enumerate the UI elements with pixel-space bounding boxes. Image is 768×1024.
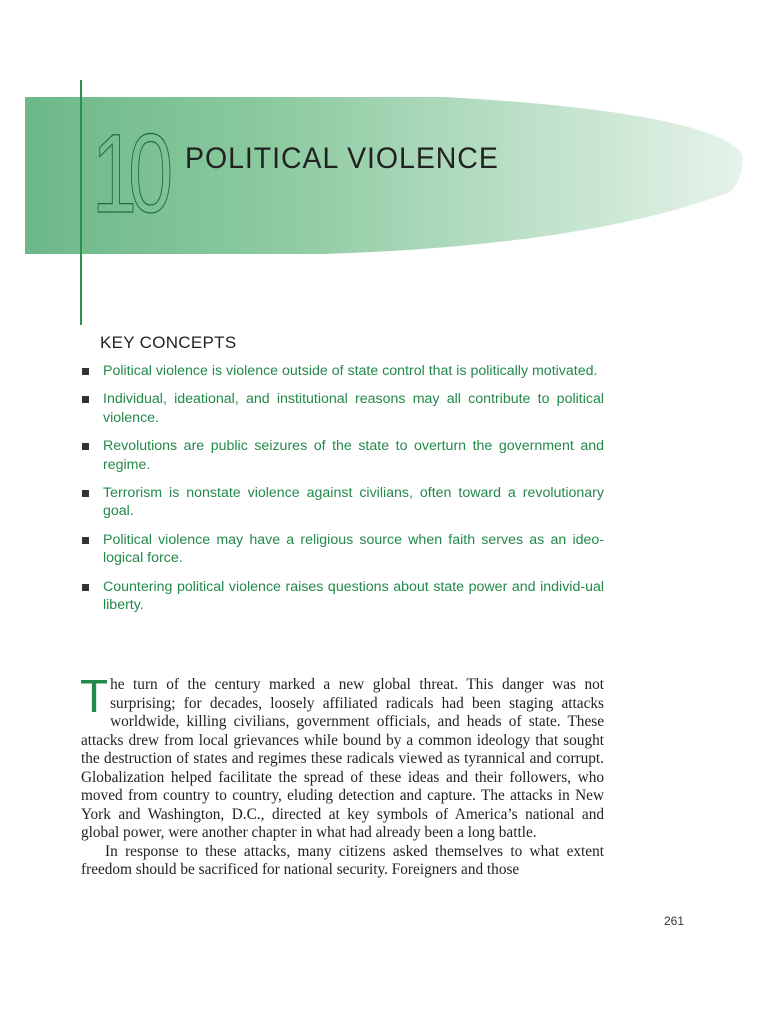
key-concept-item [82, 362, 604, 380]
body-text [80, 670, 604, 880]
chapter-number: 10 [92, 111, 165, 236]
paragraph-text: he turn of the century marked a new global threat. This danger was not surprising; for decades, loosely affiliated radicals had been staging attacks worldwide, killing civilians, government officials, and heads of state. These attacks drew from local grievances while bound by a common ideology that sought the destruction of states and regimes these radicals viewed as tyrannical and corrupt. Globalization helped facilitate the spread of these ideas and their followers, who moved from country to country, eluding detection and capture. The attacks in New York and Washington, D.C., directed at key symbols of America’s national and global power, were another chapter in what had already been a long battle. [81, 676, 604, 841]
key-concept-item [82, 578, 604, 615]
key-concept-text: Terrorism is nonstate violence against civilians, often toward a revolutionary goal. [103, 485, 604, 520]
page-number: 261 [664, 914, 685, 928]
key-concept-item [82, 531, 604, 568]
chapter-title: POLITICAL VIOLENCE [185, 142, 499, 175]
body-paragraph [80, 670, 604, 843]
square-bullet-icon [82, 490, 89, 497]
key-concept-text: Revolutions are public seizures of the state to overturn the government and regime. [103, 438, 604, 473]
body-paragraph: In response to these attacks, many citizens asked themselves to what extent freedom should be sacrificed for national security. Foreigners and those [81, 842, 604, 878]
square-bullet-icon [82, 396, 89, 403]
key-concept-text: Individual, ideational, and institutional reasons may all contribute to political violence. [103, 391, 604, 426]
key-concept-item [82, 484, 604, 521]
key-concepts-list [82, 362, 604, 624]
square-bullet-icon [82, 368, 89, 375]
square-bullet-icon [82, 584, 89, 591]
key-concept-text: Political violence is violence outside of state control that is politically motivated. [103, 363, 598, 379]
key-concept-text: Countering political violence raises questions about state power and individ-ual liberty. [103, 578, 604, 614]
key-concept-item [82, 390, 604, 427]
key-concept-text: Political violence may have a religious source when faith serves as an ideo-logical force. [103, 531, 604, 567]
drop-cap: T [80, 670, 109, 722]
key-concept-item [82, 437, 604, 474]
key-concepts-heading: KEY CONCEPTS [100, 333, 237, 352]
square-bullet-icon [82, 443, 89, 450]
chapter-rule [80, 80, 82, 325]
square-bullet-icon [82, 537, 89, 544]
